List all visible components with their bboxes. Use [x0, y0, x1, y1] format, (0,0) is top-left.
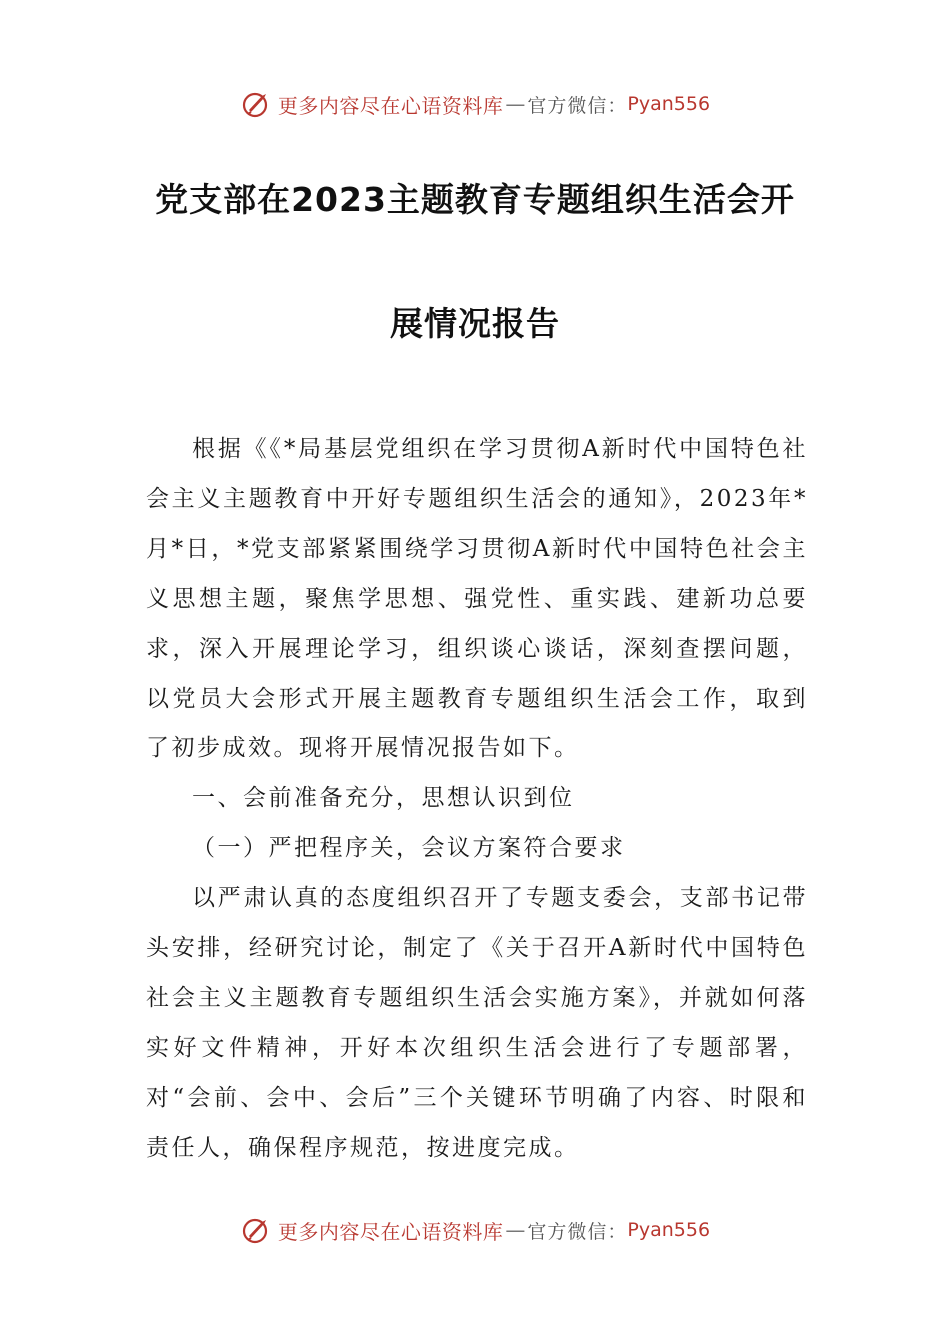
watermark-id: Pyan556 — [627, 93, 711, 115]
section-heading-1: 一、会前准备充分，思想认识到位 — [192, 785, 575, 812]
document-title-line-1: 党支部在2023主题教育专题组织生活会开 — [155, 180, 795, 219]
watermark-brand: 更多内容尽在心语资料库 — [277, 93, 504, 118]
paragraph-intro: 根据《《*局基层党组织在学习贯彻A新时代中国特色社会主义主题教育中开好专题组织生活会的通知》，2023年*月*日，*党支部紧紧围绕学习贯彻A新时代中国特色社会主义思想主题，聚焦学思想、强党性、重实践、建新功总要求，深入开展理论学习，组织谈心谈话，深刻查摆问题，以党员大会形式开展主题教育专题组织生活会工作，取到了初步成效。现将开展情况报告如下。 — [146, 436, 808, 762]
watermark-dash: — — [505, 1218, 526, 1242]
document-title-line-2: 展情况报告 — [390, 304, 560, 343]
pen-nib-logo-icon — [240, 1214, 272, 1246]
watermark-id: Pyan556 — [627, 1219, 711, 1241]
watermark-brand: 更多内容尽在心语资料库 — [277, 1219, 504, 1244]
subsection-heading-1: （一）严把程序关，会议方案符合要求 — [192, 835, 626, 862]
watermark-label: 官方微信： — [527, 1220, 628, 1243]
paragraph-subsection-1: 以严肃认真的态度组织召开了专题支委会，支部书记带头安排，经研究讨论，制定了《关于召开A新时代中国特色社会主义主题教育专题组织生活会实施方案》，并就如何落实好文件精神，开好本次组织生活会进行了专题部署，对“会前、会中、会后”三个关键环节明确了内容、时限和责任人，确保程序规范，按进度完成。 — [146, 885, 808, 1161]
pen-nib-logo-icon — [240, 88, 272, 120]
footer-watermark — [0, 1210, 950, 1250]
header-watermark — [0, 84, 950, 124]
watermark-label: 官方微信： — [527, 94, 628, 117]
document-body — [146, 425, 808, 1174]
watermark-dash: — — [505, 92, 526, 116]
